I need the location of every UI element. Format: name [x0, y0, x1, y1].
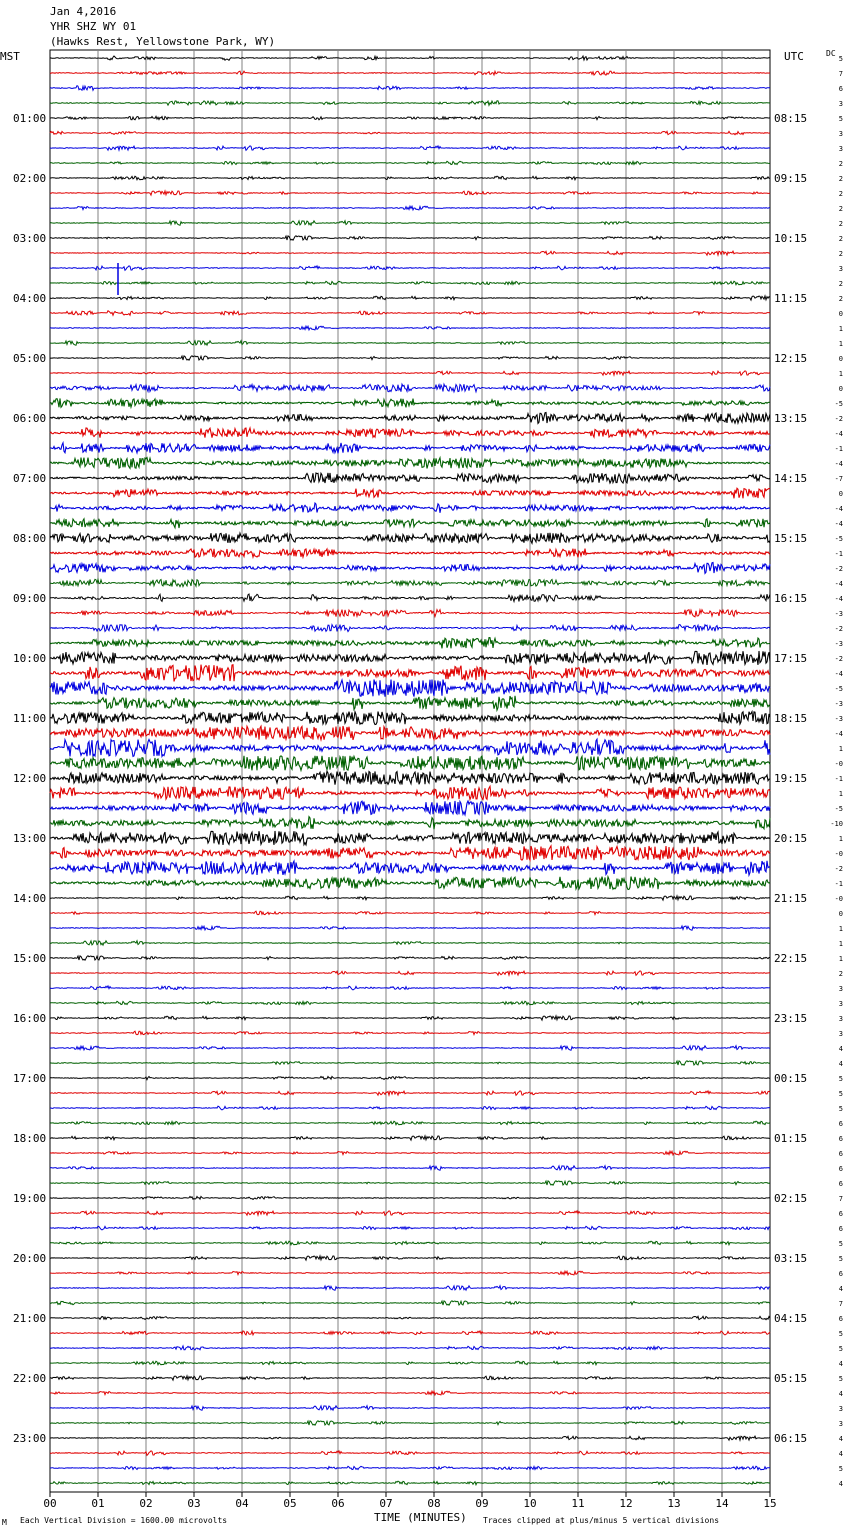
seismic-trace — [50, 428, 770, 438]
dc-offset-label: 2 — [838, 280, 843, 288]
hour-label-left: 20:00 — [13, 1252, 47, 1265]
dc-offset-label: -5 — [834, 685, 843, 693]
dc-offset-label: 1 — [838, 940, 843, 948]
hour-label-right: 20:15 — [774, 832, 808, 845]
hour-label-left: 14:00 — [13, 892, 47, 905]
hour-label-left: 12:00 — [13, 772, 47, 785]
hour-label-left: 03:00 — [13, 232, 47, 245]
dc-offset-label: 3 — [838, 1030, 843, 1038]
dc-offset-label: -4 — [834, 430, 843, 438]
dc-offset-label: 2 — [838, 190, 843, 198]
x-tick-label: 08 — [427, 1497, 441, 1510]
seismic-trace — [50, 206, 770, 210]
seismic-trace — [50, 1271, 770, 1275]
dc-offset-label: -4 — [834, 460, 843, 468]
seismic-trace — [50, 413, 770, 424]
seismic-trace — [50, 176, 770, 180]
seismic-trace — [50, 191, 770, 195]
hour-label-right: 14:15 — [774, 472, 808, 485]
seismic-trace — [50, 384, 770, 392]
dc-offset-label: 1 — [838, 790, 843, 798]
hour-label-left: 05:00 — [13, 352, 47, 365]
seismic-trace — [50, 266, 770, 270]
location-label: (Hawks Rest, Yellowstone Park, WY) — [50, 35, 276, 48]
seismic-trace — [50, 1316, 770, 1319]
hour-label-left: 10:00 — [13, 652, 47, 665]
seismic-trace — [50, 86, 770, 91]
seismic-trace — [50, 1376, 770, 1380]
hour-label-left: 21:00 — [13, 1312, 47, 1325]
x-tick-label: 11 — [571, 1497, 585, 1510]
seismic-trace — [50, 1136, 770, 1140]
seismic-trace — [50, 956, 770, 960]
seismic-trace — [50, 1421, 770, 1425]
hour-label-right: 21:15 — [774, 892, 808, 905]
seismic-trace — [50, 756, 770, 771]
x-tick-label: 14 — [715, 1497, 729, 1510]
dc-offset-label: -4 — [834, 505, 843, 513]
seismic-trace — [50, 610, 770, 617]
dc-offset-label: -7 — [834, 475, 843, 483]
hour-label-right: 13:15 — [774, 412, 808, 425]
seismic-trace — [50, 1196, 770, 1199]
dc-offset-label: -1 — [834, 775, 843, 783]
hour-label-right: 05:15 — [774, 1372, 808, 1385]
seismic-trace — [50, 1166, 770, 1170]
clip-note: Traces clipped at plus/minus 5 vertical divisions — [483, 1516, 720, 1525]
dc-offset-label: 0 — [838, 490, 843, 498]
dc-offset-label: -4 — [834, 670, 843, 678]
hour-label-left: 15:00 — [13, 952, 47, 965]
x-tick-label: 02 — [139, 1497, 153, 1510]
dc-offset-label: 1 — [838, 340, 843, 348]
dc-offset-label: -4 — [834, 595, 843, 603]
seismic-trace — [50, 896, 770, 900]
seismic-trace — [50, 971, 770, 975]
x-tick-label: 00 — [43, 1497, 57, 1510]
dc-offset-label: 6 — [838, 1180, 843, 1188]
seismic-trace — [50, 458, 770, 469]
dc-offset-label: -5 — [834, 805, 843, 813]
dc-offset-label: -10 — [830, 820, 843, 828]
seismic-trace — [50, 281, 770, 284]
seismic-trace — [50, 817, 770, 830]
hour-label-left: 02:00 — [13, 172, 47, 185]
dc-offset-label: 4 — [838, 1435, 843, 1443]
x-tick-label: 05 — [283, 1497, 297, 1510]
x-tick-label: 13 — [667, 1497, 681, 1510]
dc-offset-label: 2 — [838, 295, 843, 303]
hour-label-right: 02:15 — [774, 1192, 808, 1205]
hour-label-left: 06:00 — [13, 412, 47, 425]
seismic-trace — [50, 251, 770, 255]
dc-offset-label: 2 — [838, 205, 843, 213]
seismic-trace — [50, 533, 770, 543]
seismic-trace — [50, 131, 770, 134]
dc-offset-label: -1 — [834, 550, 843, 558]
dc-offset-label: 1 — [838, 955, 843, 963]
hour-label-right: 09:15 — [774, 172, 808, 185]
dc-offset-label: -5 — [834, 535, 843, 543]
x-tick-label: 04 — [235, 1497, 249, 1510]
dc-offset-label: -2 — [834, 655, 843, 663]
seismic-trace — [50, 1241, 770, 1245]
seismic-trace — [50, 488, 770, 498]
seismic-trace — [50, 926, 770, 930]
seismic-trace — [50, 56, 770, 60]
seismic-trace — [50, 801, 770, 815]
dc-offset-label: 3 — [838, 265, 843, 273]
hour-label-right: 16:15 — [774, 592, 808, 605]
seismic-trace — [50, 1091, 770, 1095]
dc-offset-label: 3 — [838, 1420, 843, 1428]
dc-offset-label: 3 — [838, 1000, 843, 1008]
x-tick-label: 07 — [379, 1497, 393, 1510]
seismic-trace — [50, 1436, 770, 1440]
seismic-trace — [50, 296, 770, 300]
dc-offset-label: 1 — [838, 925, 843, 933]
dc-label: DC — [826, 49, 836, 58]
dc-offset-label: 3 — [838, 985, 843, 993]
seismic-trace — [50, 71, 770, 75]
dc-offset-label: 2 — [838, 160, 843, 168]
seismic-trace — [50, 146, 770, 150]
seismic-trace — [50, 579, 770, 586]
seismic-trace — [50, 519, 770, 528]
seismic-trace — [50, 1406, 770, 1410]
dc-offset-label: 6 — [838, 1150, 843, 1158]
dc-offset-label: 3 — [838, 130, 843, 138]
hour-label-right: 01:15 — [774, 1132, 808, 1145]
hour-label-left: 01:00 — [13, 112, 47, 125]
hour-label-right: 12:15 — [774, 352, 808, 365]
seismic-trace — [50, 1061, 770, 1065]
hour-label-left: 13:00 — [13, 832, 47, 845]
dc-offset-label: 2 — [838, 970, 843, 978]
x-tick-label: 10 — [523, 1497, 537, 1510]
dc-offset-label: 3 — [838, 1015, 843, 1023]
dc-offset-label: 3 — [838, 100, 843, 108]
station-label: YHR SHZ WY 01 — [50, 20, 137, 33]
dc-offset-label: 3 — [838, 1405, 843, 1413]
dc-offset-label: 4 — [838, 1450, 843, 1458]
hour-label-left: 07:00 — [13, 472, 47, 485]
dc-offset-label: 4 — [838, 1480, 843, 1488]
seismic-trace — [50, 326, 770, 330]
seismic-trace — [50, 1361, 770, 1365]
dc-offset-label: 4 — [838, 1285, 843, 1293]
seismic-trace — [50, 356, 770, 360]
seismic-trace — [50, 1256, 770, 1260]
dc-offset-label: 5 — [838, 1330, 843, 1338]
dc-offset-label: 5 — [838, 115, 843, 123]
left-timezone-label: MST — [0, 50, 20, 63]
seismic-trace — [50, 771, 770, 784]
dc-offset-label: -4 — [834, 520, 843, 528]
seismic-trace — [50, 1226, 770, 1230]
seismic-trace — [50, 1016, 770, 1020]
seismic-trace — [50, 1031, 770, 1034]
plot-frame — [50, 50, 770, 1492]
dc-offset-label: 6 — [838, 85, 843, 93]
dc-offset-label: -1 — [834, 445, 843, 453]
dc-offset-label: 7 — [838, 70, 843, 78]
x-tick-label: 12 — [619, 1497, 633, 1510]
seismic-trace — [50, 1211, 770, 1215]
date-label: Jan 4,2016 — [50, 5, 117, 18]
seismic-trace — [50, 1301, 770, 1305]
hour-label-left: 11:00 — [13, 712, 47, 725]
dc-offset-label: 4 — [838, 1360, 843, 1368]
dc-offset-label: -5 — [834, 400, 843, 408]
x-tick-label: 01 — [91, 1497, 105, 1510]
dc-offset-label: 6 — [838, 1165, 843, 1173]
seismic-trace — [50, 1181, 770, 1185]
dc-offset-label: -0 — [834, 760, 843, 768]
dc-offset-label: -0 — [834, 850, 843, 858]
seismic-trace — [50, 1121, 770, 1125]
seismic-trace — [50, 1286, 770, 1290]
hour-label-left: 18:00 — [13, 1132, 47, 1145]
seismic-trace — [50, 1466, 770, 1469]
right-timezone-label: UTC — [784, 50, 804, 63]
dc-offset-label: 0 — [838, 355, 843, 363]
seismic-trace — [50, 861, 770, 875]
seismic-trace — [50, 563, 770, 574]
seismic-trace — [50, 398, 770, 407]
hour-label-right: 03:15 — [774, 1252, 808, 1265]
seismic-trace — [50, 846, 770, 860]
seismic-trace — [50, 739, 770, 756]
seismic-trace — [50, 680, 770, 697]
seismic-trace — [50, 341, 770, 345]
seismic-trace — [50, 161, 770, 164]
dc-offset-label: 6 — [838, 1225, 843, 1233]
seismic-trace — [50, 625, 770, 632]
hour-label-right: 04:15 — [774, 1312, 808, 1325]
seismic-trace — [50, 371, 770, 375]
dc-offset-label: 5 — [838, 1345, 843, 1353]
dc-offset-label: 4 — [838, 1045, 843, 1053]
seismic-trace — [50, 1346, 770, 1350]
dc-offset-label: 2 — [838, 175, 843, 183]
dc-offset-label: 5 — [838, 1465, 843, 1473]
dc-offset-label: 6 — [838, 1135, 843, 1143]
dc-offset-label: 5 — [838, 1255, 843, 1263]
hour-label-right: 11:15 — [774, 292, 808, 305]
dc-offset-label: 5 — [838, 1240, 843, 1248]
dc-offset-label: 3 — [838, 145, 843, 153]
dc-offset-label: 1 — [838, 325, 843, 333]
hour-label-left: 22:00 — [13, 1372, 47, 1385]
dc-offset-label: 7 — [838, 1195, 843, 1203]
seismic-trace — [50, 941, 770, 945]
seismic-trace — [50, 221, 770, 225]
dc-offset-label: 0 — [838, 910, 843, 918]
dc-offset-label: 6 — [838, 1270, 843, 1278]
seismic-trace — [50, 116, 770, 119]
seismic-trace — [50, 443, 770, 453]
seismic-trace — [50, 1481, 770, 1485]
dc-offset-label: -2 — [834, 415, 843, 423]
dc-offset-label: -3 — [834, 610, 843, 618]
dc-offset-label: 5 — [838, 1375, 843, 1383]
dc-offset-label: 5 — [838, 1075, 843, 1083]
dc-offset-label: -2 — [834, 865, 843, 873]
dc-offset-label: -3 — [834, 640, 843, 648]
seismic-trace — [50, 1076, 770, 1079]
dc-offset-label: 5 — [838, 1090, 843, 1098]
dc-offset-label: 7 — [838, 1300, 843, 1308]
dc-offset-label: 5 — [838, 55, 843, 63]
dc-offset-label: 6 — [838, 1120, 843, 1128]
seismic-trace — [50, 549, 770, 558]
seismic-trace — [50, 911, 770, 914]
dc-offset-label: -3 — [834, 700, 843, 708]
corner-mark: M — [2, 1518, 7, 1527]
hour-label-left: 04:00 — [13, 292, 47, 305]
dc-offset-label: -2 — [834, 625, 843, 633]
x-axis-label: TIME (MINUTES) — [374, 1511, 467, 1524]
seismic-trace — [50, 711, 770, 724]
dc-offset-label: -1 — [834, 880, 843, 888]
seismic-trace — [50, 236, 770, 240]
x-tick-label: 15 — [763, 1497, 777, 1510]
dc-offset-label: 1 — [838, 745, 843, 753]
scale-note: Each Vertical Division = 1600.00 microvolts — [20, 1516, 228, 1525]
seismic-trace — [50, 1001, 770, 1004]
hour-label-left: 17:00 — [13, 1072, 47, 1085]
seismic-trace — [50, 594, 770, 601]
seismic-trace — [50, 101, 770, 105]
seismic-trace — [50, 503, 770, 513]
dc-offset-label: 4 — [838, 1060, 843, 1068]
seismic-trace — [50, 726, 770, 740]
x-tick-label: 09 — [475, 1497, 489, 1510]
dc-offset-label: 0 — [838, 385, 843, 393]
seismic-trace — [50, 786, 770, 799]
dc-offset-label: 0 — [838, 310, 843, 318]
hour-label-left: 19:00 — [13, 1192, 47, 1205]
seismic-trace — [50, 638, 770, 649]
dc-offset-label: 4 — [838, 1390, 843, 1398]
seismic-trace — [50, 311, 770, 316]
dc-offset-label: 1 — [838, 835, 843, 843]
dc-offset-label: 2 — [838, 235, 843, 243]
hour-label-right: 10:15 — [774, 232, 808, 245]
hour-label-right: 08:15 — [774, 112, 808, 125]
hour-label-right: 18:15 — [774, 712, 808, 725]
x-tick-label: 03 — [187, 1497, 201, 1510]
seismic-trace — [50, 1151, 770, 1155]
dc-offset-label: -4 — [834, 730, 843, 738]
hour-label-right: 23:15 — [774, 1012, 808, 1025]
seismic-trace — [50, 876, 770, 889]
seismic-trace — [50, 651, 770, 665]
hour-label-right: 19:15 — [774, 772, 808, 785]
hour-label-left: 16:00 — [13, 1012, 47, 1025]
seismic-trace — [50, 1046, 770, 1050]
dc-offset-label: -2 — [834, 565, 843, 573]
seismic-trace — [50, 1451, 770, 1455]
seismic-trace — [50, 986, 770, 990]
hour-label-left: 23:00 — [13, 1432, 47, 1445]
seismic-trace — [50, 473, 770, 483]
dc-offset-label: 1 — [838, 370, 843, 378]
dc-offset-label: -3 — [834, 715, 843, 723]
hour-label-right: 00:15 — [774, 1072, 808, 1085]
seismic-trace — [50, 1331, 770, 1335]
dc-offset-label: -4 — [834, 580, 843, 588]
hour-label-right: 06:15 — [774, 1432, 808, 1445]
dc-offset-label: 5 — [838, 1105, 843, 1113]
hour-label-left: 09:00 — [13, 592, 47, 605]
seismic-trace — [50, 1391, 770, 1395]
seismic-trace — [50, 831, 770, 845]
dc-offset-label: 2 — [838, 250, 843, 258]
hour-label-right: 15:15 — [774, 532, 808, 545]
hour-label-right: 17:15 — [774, 652, 808, 665]
seismic-trace — [50, 665, 770, 682]
dc-offset-label: -0 — [834, 895, 843, 903]
x-tick-label: 06 — [331, 1497, 345, 1510]
seismic-trace — [50, 1106, 770, 1110]
dc-offset-label: 6 — [838, 1315, 843, 1323]
hour-label-left: 08:00 — [13, 532, 47, 545]
hour-label-right: 22:15 — [774, 952, 808, 965]
dc-offset-label: 2 — [838, 220, 843, 228]
seismic-trace — [50, 696, 770, 710]
dc-offset-label: 6 — [838, 1210, 843, 1218]
